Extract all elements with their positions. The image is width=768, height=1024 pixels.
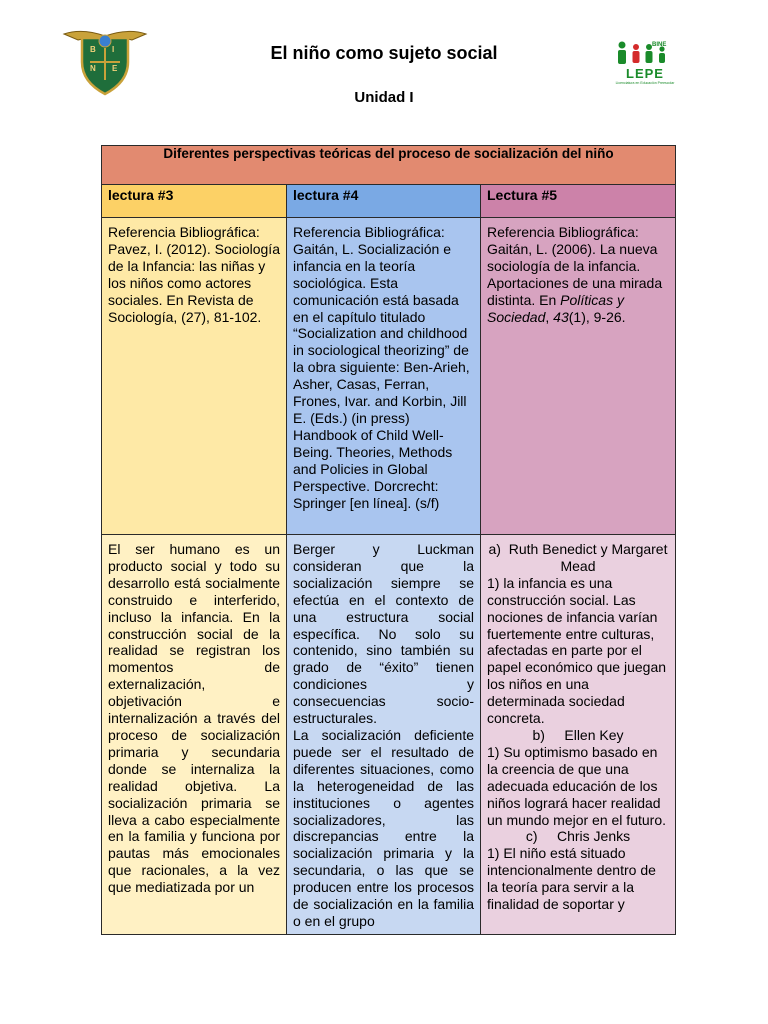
document-subtitle: Unidad I xyxy=(354,89,414,106)
reference-text: Referencia Bibliográfica: Pavez, I. (2012). Sociología de la Infancia: las niñas y los niños como actores sociales. En Revista de Sociología, (27), 81-102. xyxy=(108,224,280,325)
lepe-logo-caption: Licenciatura en Educación Preescolar xyxy=(615,81,675,85)
author-name: Ruth Benedict y Margaret Mead xyxy=(508,541,668,574)
list-marker: c) xyxy=(525,828,538,845)
reference-text: Referencia Bibliográfica: Gaitán, L. Socialización e infancia en la teoría sociológica. Esta comunicación está basada en el capítulo titulado “Socialization and childhood in sociological theorizing” de la obra siguiente: Ben-Arieh, Asher, Casas, Ferran, Frones, Ivar. and Korbin, Jill E. (Eds.) (in press) Handbook of Child Well-Being. Theories, Methods and Policies in Global Perspective. Dorcrecht: Springer [en línea]. (s/f) xyxy=(293,224,470,511)
bine-letter-b: B xyxy=(90,45,96,54)
reference-cell-lectura-5 xyxy=(481,218,676,535)
table-banner: Diferentes perspectivas teóricas del proceso de socialización del niño xyxy=(102,146,676,185)
author-heading-b xyxy=(487,727,669,744)
reference-separator: , xyxy=(545,308,554,325)
author-summary: 1) la infancia es una construcción social. Las nociones de infancia varían fuertemente entre culturas, afectadas en parte por el papel económico que juegan los niños en una determinada sociedad concreta. xyxy=(487,574,667,727)
list-marker: a) xyxy=(488,541,501,557)
bine-letter-e: E xyxy=(112,64,118,73)
summary-cell-lectura-5 xyxy=(481,535,676,935)
summary-cell-lectura-4 xyxy=(287,535,481,935)
column-header-lectura-4: lectura #4 xyxy=(287,185,481,218)
perspectives-table xyxy=(101,145,676,935)
author-summary: 1) El niño está situado intencionalmente dentro de la teoría para servir a la finalidad de soportar y xyxy=(487,845,656,913)
author-name: Ellen Key xyxy=(564,726,624,743)
document-title: El niño como sujeto social xyxy=(270,43,498,63)
column-header-lectura-5: Lectura #5 xyxy=(481,185,676,218)
bine-letter-n: N xyxy=(90,64,96,73)
journal-name: Políticas y Sociedad xyxy=(487,291,624,325)
lepe-logo-word: LEPE xyxy=(626,66,664,81)
lepe-logo-small-text: BINE xyxy=(652,42,667,48)
summary-cell-lectura-3 xyxy=(102,535,287,935)
author-heading-a xyxy=(487,541,669,575)
reference-text: Referencia Bibliográfica: Gaitán, L. (2006). La nueva sociología de la infancia. Aportaciones de una mirada distinta. En xyxy=(487,224,663,308)
author-heading-c xyxy=(487,828,669,845)
reference-cell-lectura-3 xyxy=(102,218,287,535)
author-name: Chris Jenks xyxy=(556,828,631,845)
summary-paragraph: La socialización deficiente puede ser el resultado de diferentes situaciones, como la heterogeneidad de las instituciones o agentes socializadores, las discrepancias entre la socialización primaria y la secundaria, o las que se producen entre los procesos de socialización en la familia o en el grupo xyxy=(293,726,474,929)
summary-paragraph: Berger y Luckman consideran que la socialización siempre se efectúa en el contexto de una estructura social específica. No solo su contenido, sino también su grado de “éxito” tienen condiciones y consecuencias socio-estructurales. xyxy=(293,541,474,727)
bine-letter-i: I xyxy=(112,45,115,54)
list-marker: b) xyxy=(532,726,545,743)
reference-text-end: (1), 9-26. xyxy=(568,308,626,325)
column-header-lectura-3: lectura #3 xyxy=(102,185,287,218)
author-summary: 1) Su optimismo basado en la creencia de que una adecuada educación de los niños logrará hacer realidad un mundo mejor en el futuro. xyxy=(487,743,666,828)
summary-text: El ser humano es un producto social y todo su desarrollo está socialmente construido e interferido, incluso la infancia. En la construcción social de la realidad se registran los momentos de externalización, objetivación e internalización a través del proceso de socialización primaria y secundaria donde se internaliza la realidad objetiva. La socialización primaria se lleva a cabo especialmente en la familia y funciona por pautas más emocionales que racionales, a la vez que mediatizada por un xyxy=(108,541,280,896)
reference-cell-lectura-4 xyxy=(287,218,481,535)
journal-volume: 43 xyxy=(553,308,569,325)
